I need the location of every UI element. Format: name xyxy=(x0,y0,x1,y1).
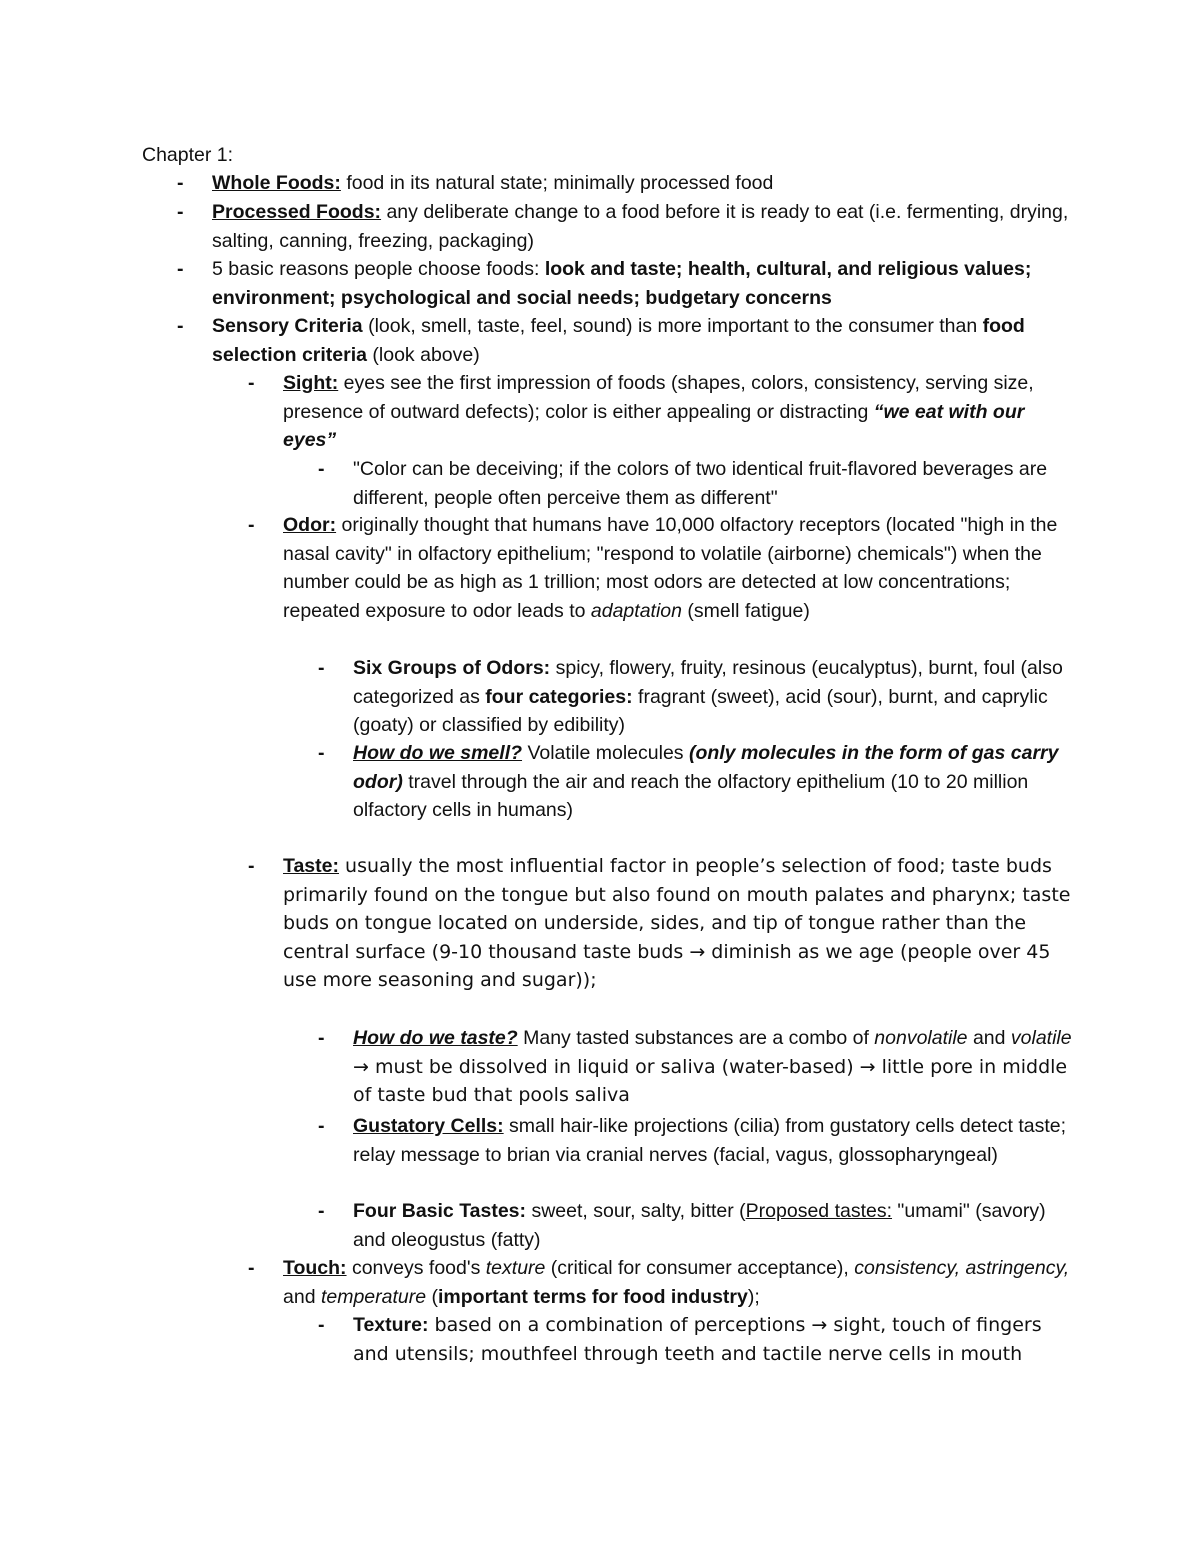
bullet-texture xyxy=(318,1311,1073,1368)
bullet-gustatory-cells xyxy=(318,1112,1073,1169)
term-proposed-tastes: Proposed tastes: xyxy=(745,1200,893,1222)
bullet-four-basic-tastes xyxy=(318,1197,1073,1254)
how-taste-text: Many tasted substances are a combo of xyxy=(517,1027,875,1049)
bullet-dash: - xyxy=(318,657,325,679)
bullet-basic-reasons xyxy=(177,255,1072,312)
term-odor: Odor: xyxy=(283,514,337,536)
term-adaptation: adaptation xyxy=(590,599,682,622)
bullet-dash: - xyxy=(318,1115,325,1137)
bullet-touch xyxy=(248,1254,1073,1311)
groups-text: spicy, flowery, fruity, resinous (eucalyptus), burnt, foul (also categorized as xyxy=(353,657,1063,708)
term-food-selection-criteria: food selection criteria xyxy=(212,315,1025,366)
bullet-dash: - xyxy=(177,172,184,194)
reasons-text: 5 basic reasons people choose foods: xyxy=(212,258,545,280)
touch-text-5: ); xyxy=(747,1285,760,1308)
bullet-how-taste xyxy=(318,1024,1073,1110)
touch-text-3: and xyxy=(283,1285,321,1308)
term-sensory-criteria: Sensory Criteria xyxy=(212,315,363,337)
sensory-text: (look, smell, taste, feel, sound) is more important to the consumer than xyxy=(362,315,983,337)
tastes-text: sweet, sour, salty, bitter ( xyxy=(526,1200,746,1222)
term-four-basic-tastes: Four Basic Tastes: xyxy=(353,1200,527,1222)
taste-text: usually the most influential factor in people’s selection of food; taste buds primarily found on the tongue but also found on mouth palates and pharynx; taste buds on tongue located on underside, sides, and tip of tongue rather than the central surface (9-10 thousand taste buds → diminish as we age (people over 45 use more seasoning and sugar)); xyxy=(283,855,1071,992)
bullet-dash: - xyxy=(177,258,184,280)
term-whole-foods: Whole Foods: xyxy=(212,172,341,194)
tastes-text-end: "umami" (savory) and oleogustus (fatty) xyxy=(353,1200,1046,1251)
odor-text-end: (smell fatigue) xyxy=(681,599,810,622)
bullet-color-deceiving xyxy=(318,455,1073,512)
bullet-dash: - xyxy=(318,1027,325,1049)
bullet-dash: - xyxy=(248,372,255,394)
smell-text-end: travel through the air and reach the olfactory epithelium (10 to 20 million olfactory cells in humans) xyxy=(353,770,1029,822)
sight-quote: “we eat with our eyes” xyxy=(283,400,1025,452)
color-quote-text: "Color can be deceiving; if the colors of two identical fruit-flavored beverages are different, people often perceive them as different" xyxy=(353,458,1048,509)
how-taste-and: and xyxy=(967,1027,1011,1049)
term-important-terms: important terms for food industry xyxy=(438,1285,748,1308)
reasons-list: look and taste; health, cultural, and religious values; environment; psychological and social needs; budgetary concerns xyxy=(212,258,1032,309)
how-taste-text-end: → must be dissolved in liquid or saliva (water-based) → little pore in middle of taste bud that pools saliva xyxy=(353,1055,1068,1107)
bullet-dash: - xyxy=(318,458,325,480)
term-temperature: temperature xyxy=(320,1285,427,1308)
term-four-categories: four categories: xyxy=(485,685,633,708)
texture-text: based on a combination of perceptions → sight, touch of fingers and utensils; mouthfeel through teeth and tactile nerve cells in mouth xyxy=(353,1314,1042,1365)
bullet-dash: - xyxy=(248,855,255,877)
bullet-taste xyxy=(248,852,1073,995)
bullet-dash: - xyxy=(318,1200,325,1222)
bullet-dash: - xyxy=(248,1257,255,1279)
touch-text: conveys food's xyxy=(346,1257,486,1279)
definition-text: food in its natural state; minimally processed food xyxy=(340,172,774,194)
term-touch: Touch: xyxy=(283,1257,347,1279)
sight-text: eyes see the first impression of foods (shapes, colors, consistency, serving size, presence of outward defects); color is either appealing or distracting xyxy=(283,372,1034,423)
bullet-how-smell xyxy=(318,739,1073,825)
term-consistency-astringency: consistency, astringency, xyxy=(854,1257,1070,1279)
term-texture-def: Texture: xyxy=(353,1314,429,1336)
definition-text: any deliberate change to a food before it is ready to eat (i.e. fermenting, drying, salting, canning, freezing, packaging) xyxy=(212,201,1069,252)
smell-text: Volatile molecules xyxy=(522,742,689,764)
bullet-processed-foods xyxy=(177,198,1072,255)
bullet-dash: - xyxy=(318,742,325,764)
odor-text: originally thought that humans have 10,000 olfactory receptors (located "high in the nasal cavity" in olfactory epithelium; "respond to volatile (airborne) chemicals") when the number could be as high as 1 trillion; most odors are detected at low concentrations; repeated exposure to odor leads to xyxy=(283,514,1058,622)
term-how-smell: How do we smell? xyxy=(353,742,523,764)
term-six-groups: Six Groups of Odors: xyxy=(353,657,551,679)
term-processed-foods: Processed Foods: xyxy=(212,201,382,223)
bullet-whole-foods xyxy=(177,169,1072,198)
bullet-sensory-criteria xyxy=(177,312,1072,369)
bullet-sight xyxy=(248,369,1073,455)
term-volatile: volatile xyxy=(1010,1027,1072,1049)
term-how-taste: How do we taste? xyxy=(353,1027,518,1049)
bullet-six-groups-odors xyxy=(318,654,1073,740)
groups-text-end: fragrant (sweet), acid (sour), burnt, and caprylic (goaty) or classified by edibility) xyxy=(353,685,1048,737)
touch-text-2: (critical for consumer acceptance), xyxy=(545,1257,855,1279)
bullet-dash: - xyxy=(177,315,184,337)
term-nonvolatile: nonvolatile xyxy=(874,1027,968,1049)
bullet-dash: - xyxy=(318,1314,325,1336)
bullet-dash: - xyxy=(177,201,184,223)
sensory-text-end: (look above) xyxy=(367,343,480,366)
smell-emphasis: (only molecules in the form of gas carry odor) xyxy=(353,742,1059,793)
bullet-dash: - xyxy=(248,514,255,536)
gustatory-text: small hair-like projections (cilia) from gustatory cells detect taste; relay message to brian via cranial nerves (facial, vagus, glossopharyngeal) xyxy=(353,1115,1067,1166)
bullet-odor xyxy=(248,511,1073,625)
chapter-heading: Chapter 1: xyxy=(142,144,234,166)
term-taste: Taste: xyxy=(283,855,339,877)
touch-text-4: ( xyxy=(426,1285,439,1308)
term-sight: Sight: xyxy=(283,372,339,394)
term-texture: texture xyxy=(485,1257,546,1279)
term-gustatory-cells: Gustatory Cells: xyxy=(353,1115,504,1137)
